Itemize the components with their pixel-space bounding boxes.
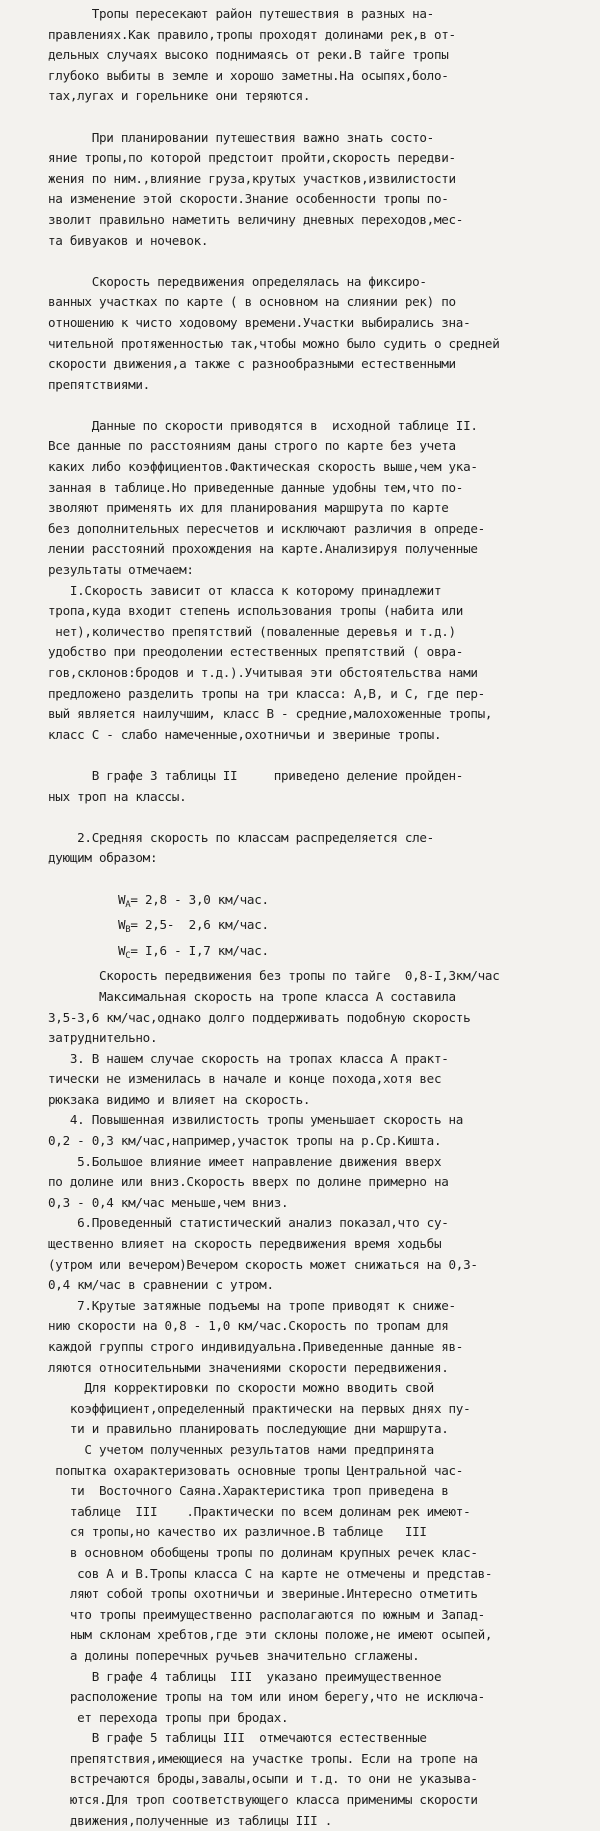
text-line: 0,2 - 0,3 км/час,например,участок тропы на р.Ср.Кишта. [48,1133,442,1149]
text-line: тически не изменилась в начале и конце похода,хотя вес [48,1071,442,1087]
text-line: ся тропы,но качество их различное.В таблице III [48,1524,427,1540]
text-line: что тропы преимущественно располагаются по южным и Запад- [48,1606,485,1622]
text-line: в основном обобщены тропы по долинам крупных речек клас- [48,1544,478,1560]
speed-formula [48,890,580,916]
text-line: ных троп на классы. [48,788,187,804]
text-line: Для корректировки по скорости можно вводить свой [48,1380,434,1396]
text-line: отношению к чисто ходовому времени.Участки выбирались зна- [48,314,471,330]
text-line: препятствия,имеющиеся на участке тропы. Если на тропе на [48,1750,478,1766]
text-line: коэффициент,определенный практически на первых днях пу- [48,1400,471,1416]
text-line: тах,лугах и горельнике они теряются. [48,88,311,104]
formula-block [48,890,580,967]
text-line: удобство при преодолении естественных препятствий ( овра- [48,644,464,660]
text-line: 7.Крутые затяжные подъемы на тропе приводят к сниже- [48,1297,456,1313]
text-line: При планировании путешествия важно знать состо- [48,129,434,145]
text-line: класс С - слабо намеченные,охотничьи и звериные тропы. [48,726,442,742]
text-line: каких либо коэффициентов.Фактическая скорость выше,чем ука- [48,459,478,475]
text-line: Скорость передвижения без тропы по тайге 0,8-I,3км/час [48,968,500,984]
text-line: таблице III .Практически по всем долинам рек имеют- [48,1503,471,1519]
text-line: 0,4 км/час в сравнении с утром. [48,1277,274,1293]
text-line [48,745,580,766]
formula-value: = 2,8 - 3,0 км/час. [130,891,269,907]
formula-subscript: C [125,950,131,961]
text-line: 0,3 - 0,4 км/час меньше,чем вниз. [48,1194,289,1210]
text-line: на изменение этой скорости.Знание особенности тропы по- [48,191,449,207]
text-line: Максимальная скорость на тропе класса А составила [48,988,456,1004]
text-line: чительной протяженностью так,чтобы можно было судить о средней [48,335,500,351]
text-line: зволит правильно наметить величину дневных переходов,мес- [48,211,464,227]
text-line: ти Восточного Саяна.Характеристика троп приведена в [48,1483,449,1499]
text-line: по долине или вниз.Скорость вверх по долине примерно на [48,1174,449,1190]
text-line: 3,5-3,6 км/час,однако долго поддерживать подобную скорость [48,1009,471,1025]
text-line: С учетом полученных результатов нами предпринята [48,1441,434,1457]
text-line: скорости движения,а также с разнообразными естественными [48,356,456,372]
text-line: рюкзака видимо и влияет на скорость. [48,1091,311,1107]
text-line: ет перехода тропы при бродах. [48,1709,289,1725]
text-line: 6.Проведенный статистический анализ показал,что су- [48,1215,449,1231]
text-line [48,869,580,890]
text-line: затруднительно. [48,1030,158,1046]
text-line: правлениях.Как правило,тропы проходят долинами рек,в от- [48,26,456,42]
text-line: 3. В нашем случае скорость на тропах класса А практ- [48,1050,449,1066]
text-line: Все данные по расстояниям даны строго по карте без учета [48,438,456,454]
text-line: яние тропы,по которой предстоит пройти,скорость передви- [48,150,456,166]
speed-formula [48,941,580,967]
text-line: Данные по скорости приводятся в исходной таблице II. [48,417,478,433]
speed-formula [48,915,580,941]
text-line: 4. Повышенная извилистость тропы уменьшает скорость на [48,1112,464,1128]
text-line: В графе 4 таблицы III указано преимущественное [48,1668,442,1684]
text-line: ляются относительными значениями скорости передвижения. [48,1359,449,1375]
text-line [48,251,580,272]
text-line: I.Скорость зависит от класса к которому принадлежит [48,582,442,598]
text-line: ляют собой тропы охотничьи и звериные.Интересно отметить [48,1586,478,1602]
text-line: занная в таблице.Но приведенные данные удобны тем,что по- [48,479,464,495]
text-line: Скорость передвижения определялась на фиксиро- [48,273,427,289]
text-line: ным склонам хребтов,где эти склоны положе,не имеют осыпей, [48,1627,493,1643]
formula-symbol: W [118,942,126,958]
text-line: движения,полученные из таблицы III . [48,1812,333,1828]
text-line: без дополнительных пересчетов и исключают различия в опреде- [48,520,485,536]
text-line: (утром или вечером)Вечером скорость может снижаться на 0,3- [48,1256,478,1272]
text-line: В графе 3 таблицы II приведено деление пройден- [48,767,464,783]
text-line: предложено разделить тропы на три класса: А,В, и С, где пер- [48,685,485,701]
formula-value: = I,6 - I,7 км/час. [130,942,269,958]
text-line: расположение тропы на том или ином берегу,что не исключа- [48,1689,485,1705]
text-line: зволяют применять их для планирования маршрута по карте [48,500,449,516]
text-line: лении расстояний прохождения на карте.Анализируя полученные [48,541,478,557]
text-line: та бивуаков и ночевок. [48,232,209,248]
text-line: щественно влияет на скорость передвижения время ходьбы [48,1236,442,1252]
text-line: результаты отмечаем: [48,562,194,578]
text-line: Тропы пересекают район путешествия в разных на- [48,6,434,21]
text-line: ются.Для троп соответствующего класса применимы скорости [48,1792,478,1808]
text-line [48,395,580,416]
formula-value: = 2,5- 2,6 км/час. [130,917,269,933]
text-line: каждой группы строго индивидуальна.Приведенные данные яв- [48,1339,464,1354]
text-line: попытка охарактеризовать основные тропы Центральной час- [48,1462,464,1478]
text-line: тропа,куда входит степень использования тропы (набита или [48,603,464,619]
text-line: нию скорости на 0,8 - 1,0 км/час.Скорость по тропам для [48,1318,449,1334]
text-line: вый является наилучшим, класс В - средние,малохоженные тропы, [48,706,493,722]
text-line: жения по ним.,влияние груза,крутых участков,извилистости [48,170,456,186]
text-block-bottom [48,966,580,1831]
formula-subscript: A [125,899,131,910]
text-line: В графе 5 таблицы III отмечаются естественные [48,1730,427,1746]
text-line: дельных случаях высоко поднимаясь от реки.В тайге тропы [48,47,449,63]
text-line: а долины поперечных ручьев значительно сглажены. [48,1647,420,1663]
formula-symbol: W [118,891,126,907]
text-line: гов,склонов:бродов и т.д.).Учитывая эти обстоятельства нами [48,665,478,680]
text-line: встречаются броды,завалы,осыпи и т.д. то они не указыва- [48,1771,478,1787]
text-line: препятствиями. [48,376,150,392]
formula-subscript: B [125,925,131,936]
text-line: нет),количество препятствий (поваленные деревья и т.д.) [48,623,456,639]
text-line: сов А и В.Тропы класса С на карте не отмечены и представ- [48,1565,493,1581]
text-line: дующим образом: [48,850,158,866]
text-line [48,107,580,128]
text-line: ванных участках по карте ( в основном на слиянии рек) по [48,294,456,310]
text-line: 2.Средняя скорость по классам распределяется сле- [48,829,434,845]
text-line: глубоко выбиты в земле и хорошо заметны.На осыпях,боло- [48,67,449,83]
text-line: 5.Большое влияние имеет направление движения вверх [48,1153,442,1169]
text-line [48,807,580,828]
formula-symbol: W [118,917,126,933]
text-line: ти и правильно планировать последующие дни маршрута. [48,1421,449,1437]
text-block-top [48,4,580,890]
